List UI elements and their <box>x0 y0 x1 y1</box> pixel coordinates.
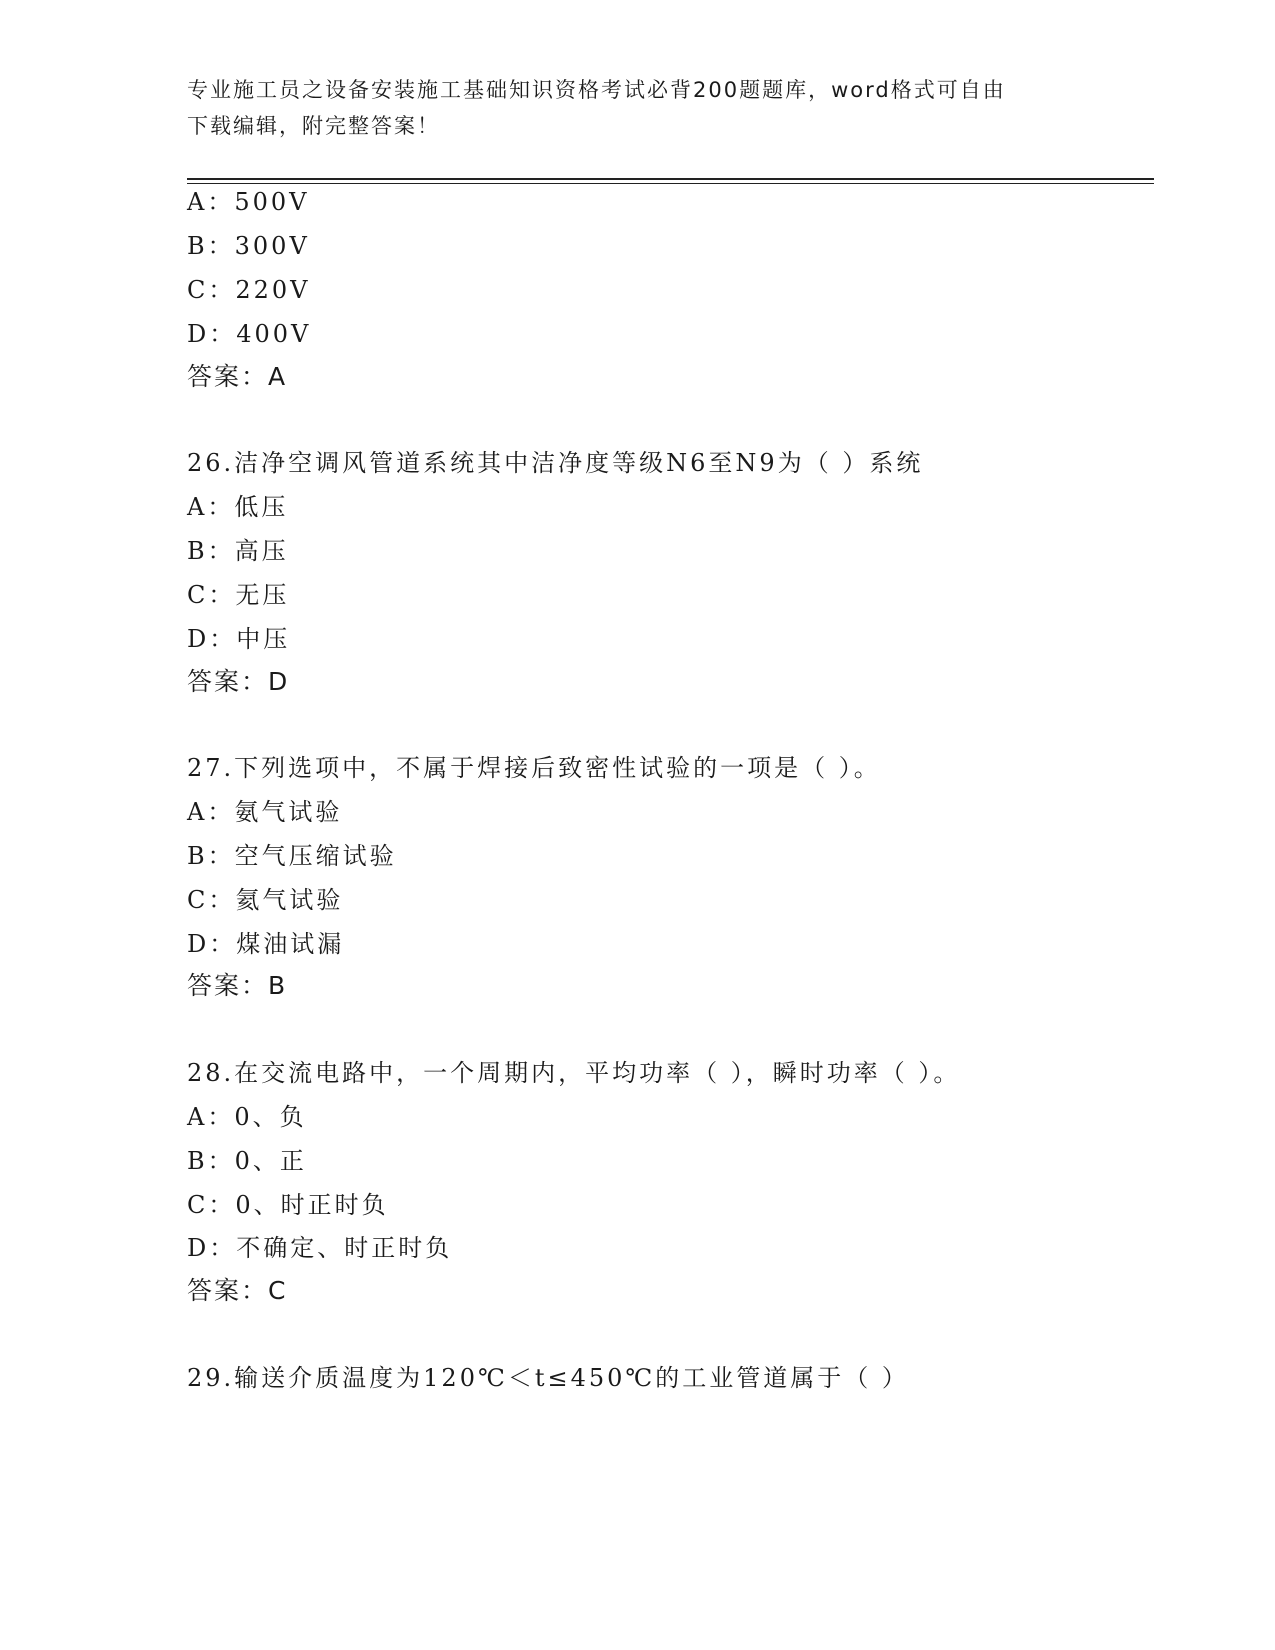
q25-option-b: B：300V <box>187 232 310 260</box>
q27-question: 27.下列选项中，不属于焊接后致密性试验的一项是（ ）。 <box>187 754 881 782</box>
q27-answer: 答案：B <box>187 971 288 1000</box>
q25-option-c: C：220V <box>187 276 311 304</box>
q26-question: 26.洁净空调风管道系统其中洁净度等级N6至N9为（ ）系统 <box>187 449 924 477</box>
q28-option-c: C：0、时正时负 <box>187 1191 389 1219</box>
q25-answer: 答案：A <box>187 362 288 391</box>
q26-option-c: C：无压 <box>187 581 290 609</box>
q28-option-a: A：0、负 <box>187 1103 307 1131</box>
header-title-line-2: 下载编辑，附完整答案！ <box>187 114 440 138</box>
q29-question: 29.输送介质温度为120℃＜t≤450℃的工业管道属于（ ） <box>187 1364 909 1392</box>
q25-option-a: A：500V <box>187 188 310 216</box>
q26-answer: 答案：D <box>187 667 290 696</box>
q26-option-d: D：中压 <box>187 625 291 653</box>
q26-option-b: B：高压 <box>187 537 289 565</box>
q28-question: 28.在交流电路中，一个周期内，平均功率（ ），瞬时功率（ ）。 <box>187 1059 961 1087</box>
q27-option-d: D：煤油试漏 <box>187 930 345 958</box>
q26-option-a: A：低压 <box>187 493 289 521</box>
header-divider-thin <box>187 183 1154 184</box>
q27-option-a: A：氨气试验 <box>187 798 343 826</box>
header-divider-thick <box>187 178 1154 180</box>
q27-option-c: C：氦气试验 <box>187 886 344 914</box>
document-header <box>187 72 1067 144</box>
q28-option-b: B：0、正 <box>187 1147 307 1175</box>
header-title-line-1: 专业施工员之设备安装施工基础知识资格考试必背200题题库，word格式可自由 <box>187 78 1006 102</box>
q28-option-d: D：不确定、时正时负 <box>187 1234 453 1262</box>
q27-option-b: B：空气压缩试验 <box>187 842 397 870</box>
q28-answer: 答案：C <box>187 1276 288 1305</box>
q25-option-d: D：400V <box>187 320 312 348</box>
